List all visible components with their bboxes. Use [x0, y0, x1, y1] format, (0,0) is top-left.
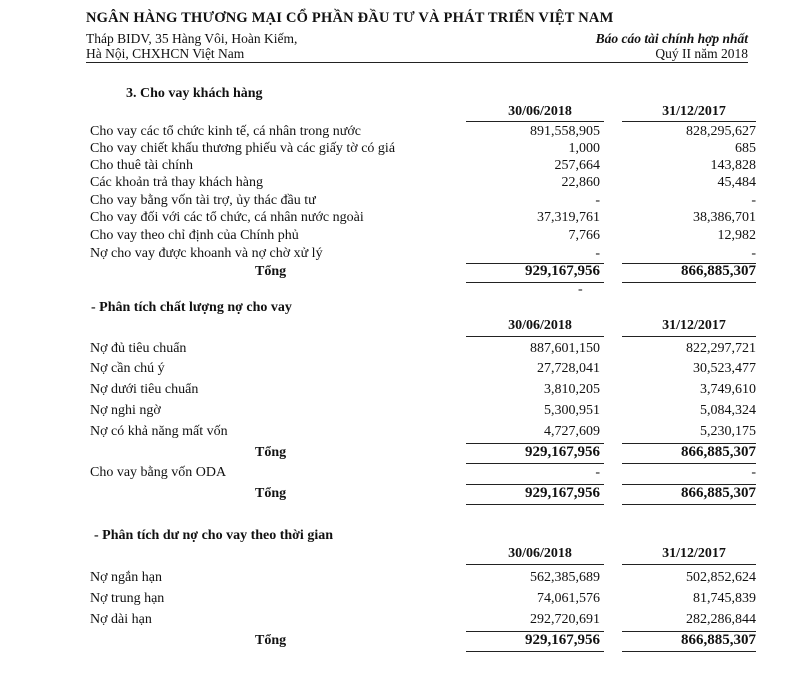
section1-col2-header: 31/12/2017: [662, 104, 726, 119]
table-row-label: Cho vay các tổ chức kinh tế, cá nhân trong nước: [90, 124, 361, 139]
table-row-label: Nợ dưới tiêu chuẩn: [90, 382, 199, 397]
table-row-value-2018: 37,319,761: [537, 210, 600, 225]
table-row-value-2017: 38,386,701: [693, 210, 756, 225]
address-line-1: Tháp BIDV, 35 Hàng Vôi, Hoàn Kiếm,: [86, 31, 298, 46]
table-row-value-2017: 685: [735, 141, 756, 156]
table-row-label: Nợ cần chú ý: [90, 361, 165, 376]
section1-col2-underline: [622, 121, 756, 122]
section3-col2-underline: [622, 564, 756, 565]
section3-col1-header: 30/06/2018: [508, 546, 572, 561]
report-period: Quý II năm 2018: [655, 46, 748, 61]
table-row-label: Nợ dài hạn: [90, 612, 152, 627]
section1-total-2018: 929,167,956: [525, 263, 600, 279]
bank-name: NGÂN HÀNG THƯƠNG MẠI CỔ PHẦN ĐẦU TƯ VÀ PHÁT TRIỂN VIỆT NAM: [86, 10, 614, 26]
table-row-value-2018: -: [595, 246, 600, 261]
section2-total2-underline-col1: [466, 504, 604, 505]
table-row-value-2017: 12,982: [717, 228, 756, 243]
table-row-value-2018: 22,860: [561, 175, 600, 190]
table-row-value-2018: 4,727,609: [544, 424, 600, 439]
section2-total2-label: Tổng: [255, 486, 287, 501]
table-row-value-2017: 822,297,721: [686, 341, 756, 356]
section2-total2-underline-col2: [622, 504, 756, 505]
section2-total-underline-col1: [466, 463, 604, 464]
table-row-label: Nợ có khả năng mất vốn: [90, 424, 228, 439]
table-row-value-2018: 7,766: [568, 228, 600, 243]
table-row-value-2018: 891,558,905: [530, 124, 600, 139]
report-title: Báo cáo tài chính hợp nhất: [595, 31, 748, 46]
section1-col1-underline: [466, 121, 604, 122]
section2-col2-underline: [622, 336, 756, 337]
table-row-label: Cho vay bằng vốn tài trợ, ủy thác đầu tư: [90, 193, 316, 208]
table-row-label: Nợ ngắn hạn: [90, 570, 162, 585]
section1-total-2017: 866,885,307: [681, 263, 756, 279]
table-row-value-2017: 502,852,624: [686, 570, 756, 585]
table-row-label: Nợ nghi ngờ: [90, 403, 161, 418]
section3-total-label: Tổng: [255, 633, 287, 648]
table-row-label: Các khoản trả thay khách hàng: [90, 175, 263, 190]
section2-col1-header: 30/06/2018: [508, 318, 572, 333]
section3-col2-header: 31/12/2017: [662, 546, 726, 561]
table-row-value-2018: 887,601,150: [530, 341, 600, 356]
table-row-value-2018: 257,664: [554, 158, 600, 173]
section3-total-underline-col1: [466, 651, 604, 652]
table-row-value-2018: 1,000: [568, 141, 600, 156]
table-row-value-2017: -: [751, 193, 756, 208]
table-row-value-2017: 828,295,627: [686, 124, 756, 139]
table-row-label: Cho vay chiết khấu thương phiếu và các giấy tờ có giá: [90, 141, 396, 156]
table-row-label: Nợ đủ tiêu chuẩn: [90, 341, 187, 356]
table-row-label: Nợ cho vay được khoanh và nợ chờ xử lý: [90, 246, 323, 261]
section2-total-2018: 929,167,956: [525, 444, 600, 460]
table-row-label: Nợ trung hạn: [90, 591, 165, 606]
table-row-value-2017: 282,286,844: [686, 612, 756, 627]
table-row-label: Cho vay theo chỉ định của Chính phủ: [90, 228, 299, 243]
table-row-value-2017: 5,230,175: [700, 424, 756, 439]
table-row-value-2017: -: [751, 246, 756, 261]
section2-col1-underline: [466, 336, 604, 337]
table-row-value-2017: 81,745,839: [693, 591, 756, 606]
table-row-label: Cho vay đối với các tổ chức, cá nhân nước ngoài: [90, 210, 364, 225]
section1-total-underline-col2: [622, 282, 756, 283]
section2-total2-2018: 929,167,956: [525, 485, 600, 501]
table-row-value-2017: 3,749,610: [700, 382, 756, 397]
oda-label: Cho vay bằng vốn ODA: [90, 465, 227, 480]
table-row-value-2018: 3,810,205: [544, 382, 600, 397]
table-row-value-2017: 45,484: [717, 175, 756, 190]
section3-title: - Phân tích dư nợ cho vay theo thời gian: [94, 528, 333, 543]
section1-title: 3. Cho vay khách hàng: [126, 86, 263, 101]
section2-title: - Phân tích chất lượng nợ cho vay: [91, 300, 292, 315]
section3-total-underline-col2: [622, 651, 756, 652]
section1-total-underline-col1: [466, 282, 604, 283]
table-row-value-2018: 27,728,041: [537, 361, 600, 376]
table-row-value-2018: 5,300,951: [544, 403, 600, 418]
section2-total-label: Tổng: [255, 445, 287, 460]
header-divider: [86, 62, 748, 63]
table-row-value-2017: 5,084,324: [700, 403, 756, 418]
section3-col1-underline: [466, 564, 604, 565]
table-row-value-2018: 562,385,689: [530, 570, 600, 585]
section2-col2-header: 31/12/2017: [662, 318, 726, 333]
section1-total-label: Tổng: [255, 264, 287, 279]
table-row-value-2017: 143,828: [710, 158, 756, 173]
section1-col1-header: 30/06/2018: [508, 104, 572, 119]
table-row-value-2017: 30,523,477: [693, 361, 756, 376]
section2-total-underline-col2: [622, 463, 756, 464]
table-row-value-2018: -: [595, 193, 600, 208]
stray-dash: -: [578, 282, 583, 297]
table-row-label: Cho thuê tài chính: [90, 158, 194, 173]
section3-total-2018: 929,167,956: [525, 632, 600, 648]
table-row-value-2018: 74,061,576: [537, 591, 600, 606]
table-row-value-2018: 292,720,691: [530, 612, 600, 627]
section3-total-2017: 866,885,307: [681, 632, 756, 648]
section2-total-2017: 866,885,307: [681, 444, 756, 460]
address-line-2: Hà Nội, CHXHCN Việt Nam: [86, 46, 245, 61]
oda-value-2018: -: [595, 465, 600, 480]
oda-value-2017: -: [751, 465, 756, 480]
section2-total2-2017: 866,885,307: [681, 485, 756, 501]
